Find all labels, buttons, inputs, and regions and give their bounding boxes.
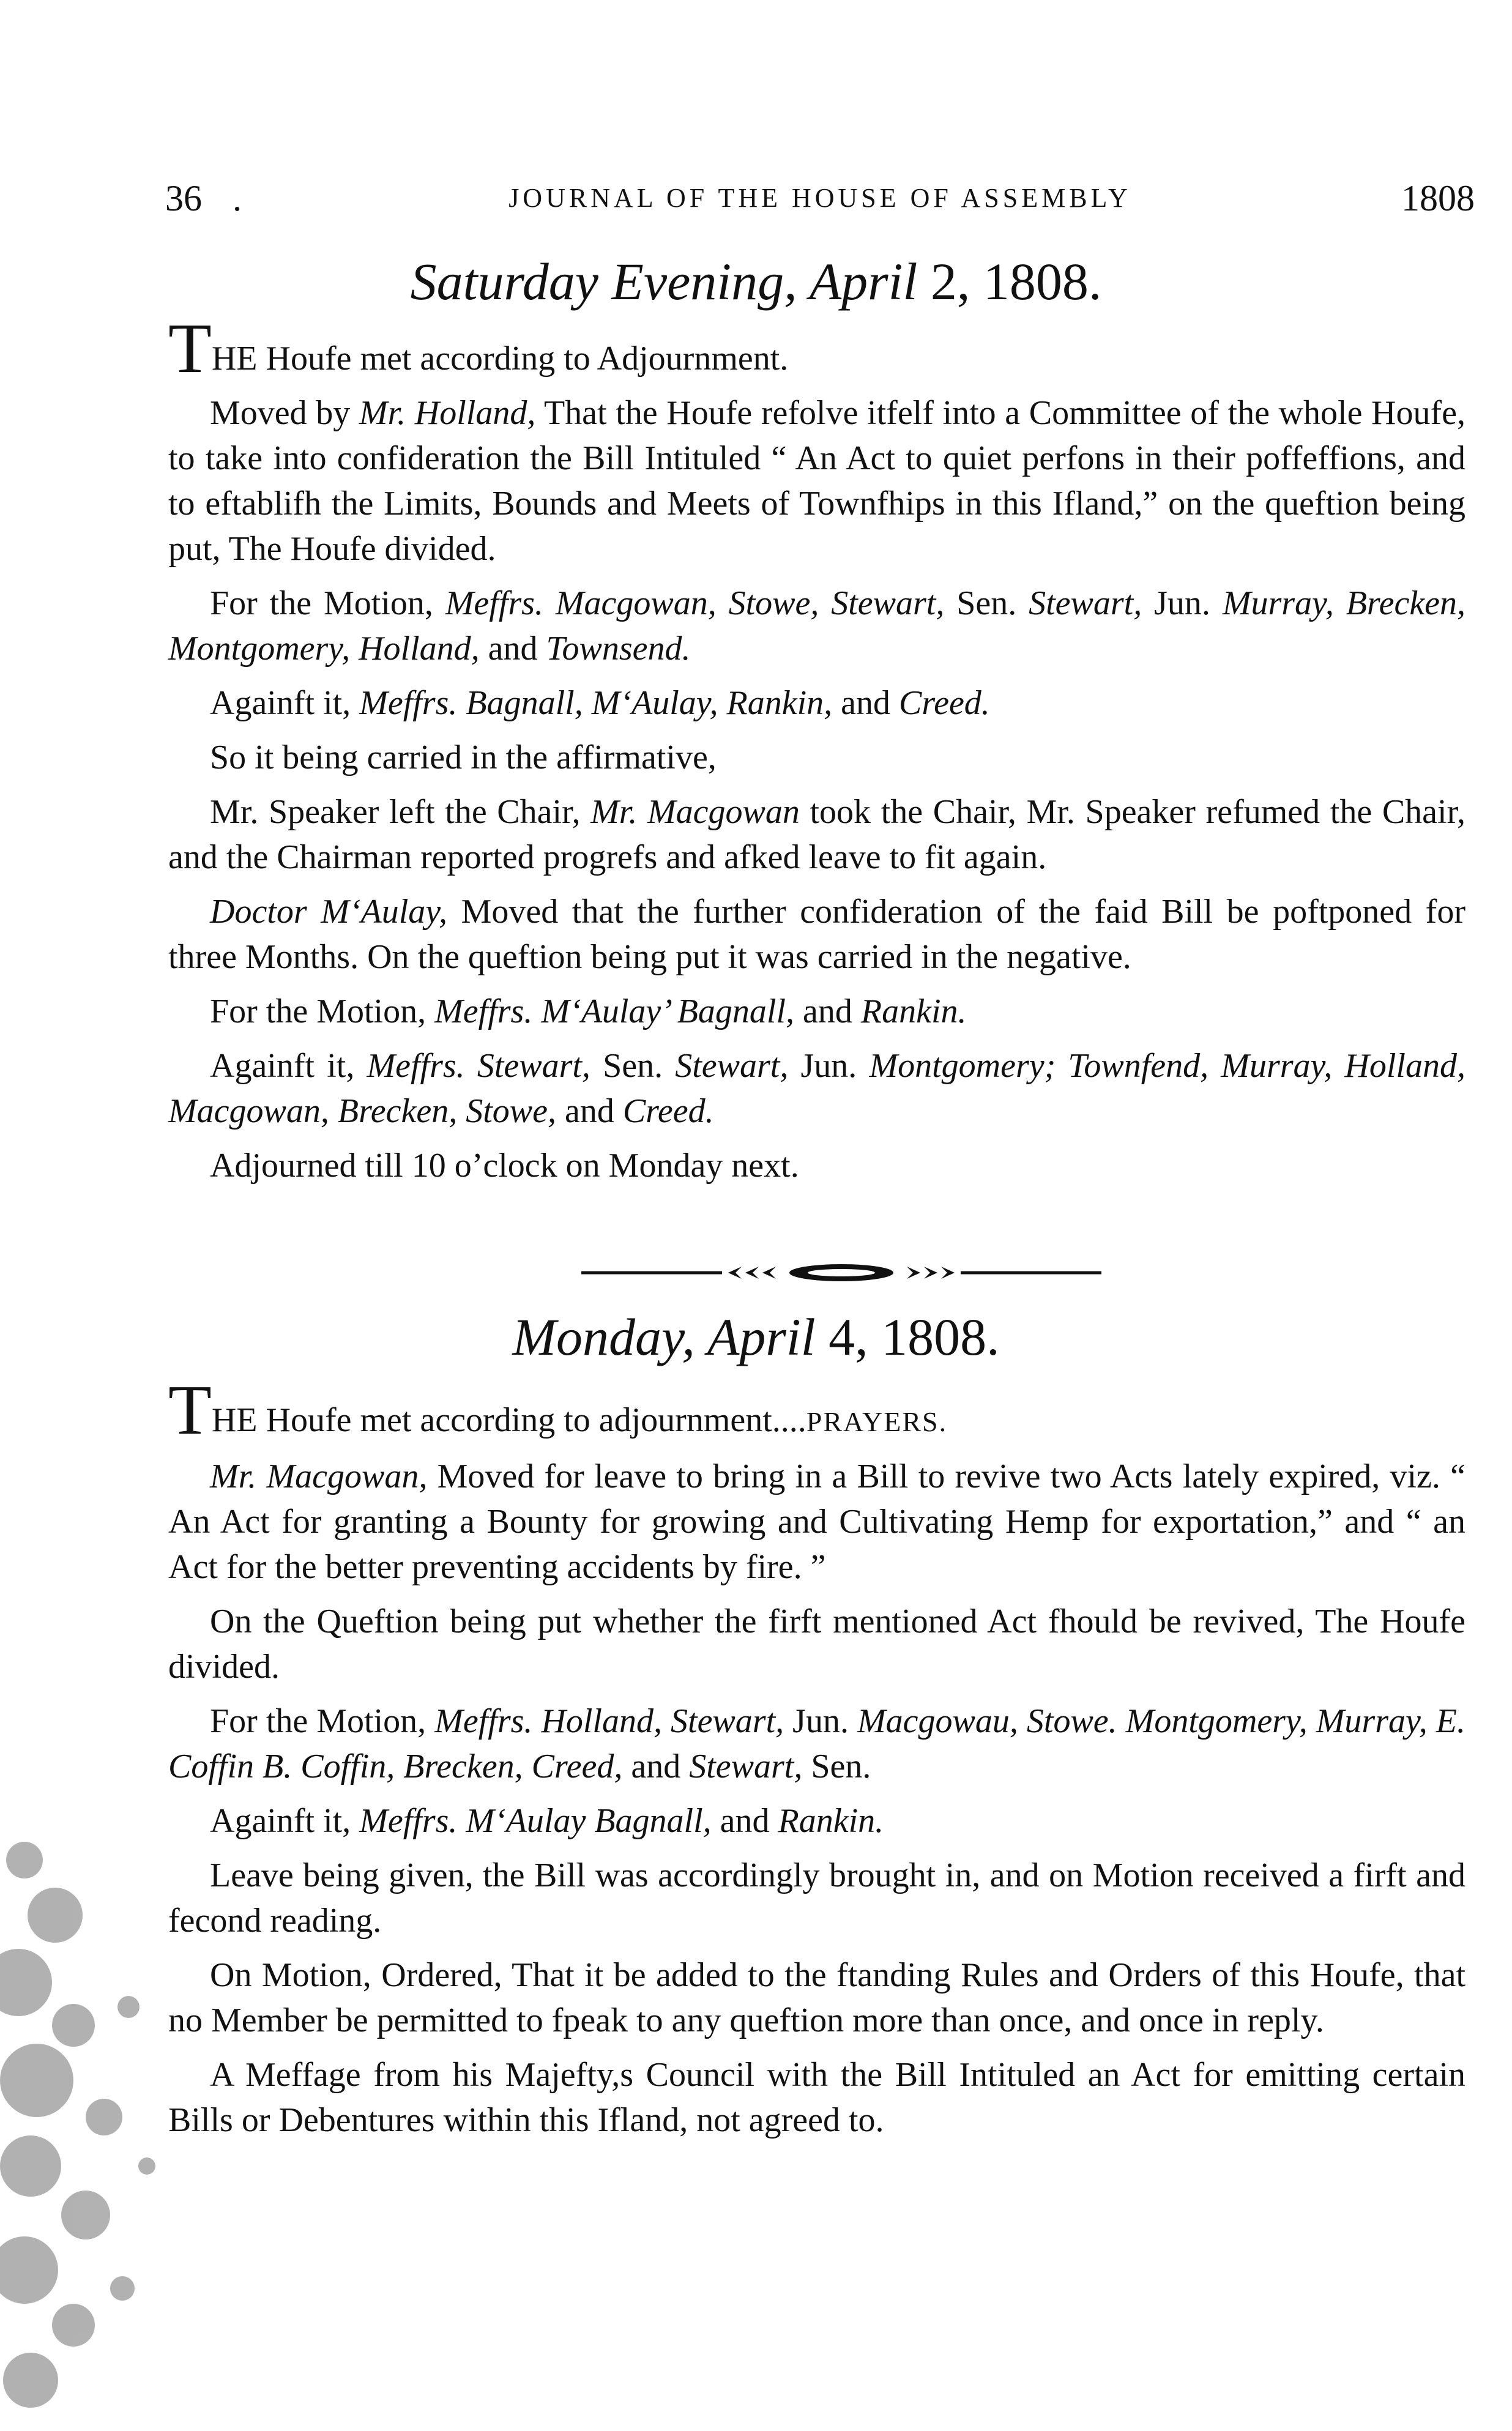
session-heading-saturday (0, 251, 1512, 312)
heading-date: 2, 1808. (930, 252, 1102, 311)
session-body-saturday (168, 310, 1466, 1197)
question-paragraph: On the Queftion being put whether the firft mentioned Act fhould be revived, The Houfe divided. (168, 1603, 1465, 1686)
drop-cap: T (168, 310, 212, 388)
heading-date: 4, 1808. (829, 1308, 1000, 1366)
heading-text: Saturday Evening, April (410, 252, 918, 311)
vote-against-paragraph: Againft it, Meffrs. Bagnall, M‘Aulay, Rankin, and Creed. (210, 684, 990, 722)
heading-text: Monday, April (512, 1308, 816, 1366)
postpone-motion-paragraph: Doctor M‘Aulay, Moved that the further confideration of the faid Bill be poftponed for three Months. On the queftion being put it was carried in the negative. (168, 893, 1465, 976)
running-head (165, 177, 1475, 226)
drop-cap: T (168, 1371, 212, 1450)
postpone-vote-for-paragraph: For the Motion, Meffrs. M‘Aulay’ Bagnall, and Rankin. (210, 992, 967, 1030)
reading-paragraph: Leave being given, the Bill was accordingly brought in, and on Motion received a firft and fecond reading. (168, 1856, 1465, 1940)
revive-vote-for-paragraph: For the Motion, Meffrs. Holland, Stewart, Jun. Macgowau, Stowe. Montgomery, Murray, E. Coffin B. Coffin, Brecken, Creed, and Stewart, Sen. (168, 1702, 1465, 1785)
speaker-paragraph: Mr. Speaker left the Chair, Mr. Macgowan took the Chair, Mr. Speaker refumed the Chair, and the Chairman reported progrefs and afked leave to fit again. (168, 793, 1465, 876)
standing-rules-paragraph: On Motion, Ordered, That it be added to the ftanding Rules and Orders of this Houfe, that no Member be permitted to fpeak to any queftion more than once, and once in reply. (168, 1956, 1465, 2039)
paper-stain (0, 1823, 220, 2431)
adjourned-paragraph: Adjourned till 10 o’clock on Monday next. (210, 1147, 799, 1185)
page-number-dot: . (233, 178, 242, 218)
postpone-vote-against-paragraph: Againft it, Meffrs. Stewart, Sen. Stewart, Jun. Montgomery; Townfend, Murray, Holland, Macgowan, Brecken, Stowe, and Creed. (168, 1047, 1465, 1130)
house-met-paragraph: THE Houfe met according to adjournment....PRAYERS. (168, 1371, 948, 1450)
result-paragraph: So it being carried in the affirmative, (210, 739, 717, 776)
revive-motion-paragraph: Mr. Macgowan, Moved for leave to bring in a Bill to revive two Acts lately expired, viz. “ An Act for granting a Bounty for growing and Cultivating Hemp for exportation,” and “ an Act for the better preventing accidents by fire. ” (168, 1457, 1465, 1586)
ornamental-divider (581, 1260, 1101, 1285)
council-message-paragraph: A Meffage from his Majefty,s Council with the Bill Intituled an Act for emitting certain Bills or Debentures within this Ifland, not agreed to. (168, 2056, 1465, 2139)
motion-paragraph: Moved by Mr. Holland, That the Houfe refolve itfelf into a Committee of the whole Houfe, to take into confideration the Bill Intituled “ An Act to quiet perfons in their poffeffions, and to eftablifh the Limits, Bounds and Meets of Townfhips in this Ifland,” on the queftion being put, The Houfe divided. (168, 394, 1466, 568)
running-title: JOURNAL OF THE HOUSE OF ASSEMBLY (508, 183, 1131, 213)
revive-vote-against-paragraph: Againft it, Meffrs. M‘Aulay Bagnall, and Rankin. (210, 1802, 884, 1840)
page-number: 36 (165, 178, 202, 218)
running-year: 1808 (1401, 178, 1475, 218)
vote-for-paragraph: For the Motion, Meffrs. Macgowan, Stowe, Stewart, Sen. Stewart, Jun. Murray, Brecken, Montgomery, Holland, and Townsend. (168, 584, 1466, 668)
house-met-paragraph: THE Houfe met according to Adjournment. (168, 310, 789, 388)
session-heading-monday (0, 1306, 1512, 1368)
session-body-monday (168, 1371, 1465, 2152)
